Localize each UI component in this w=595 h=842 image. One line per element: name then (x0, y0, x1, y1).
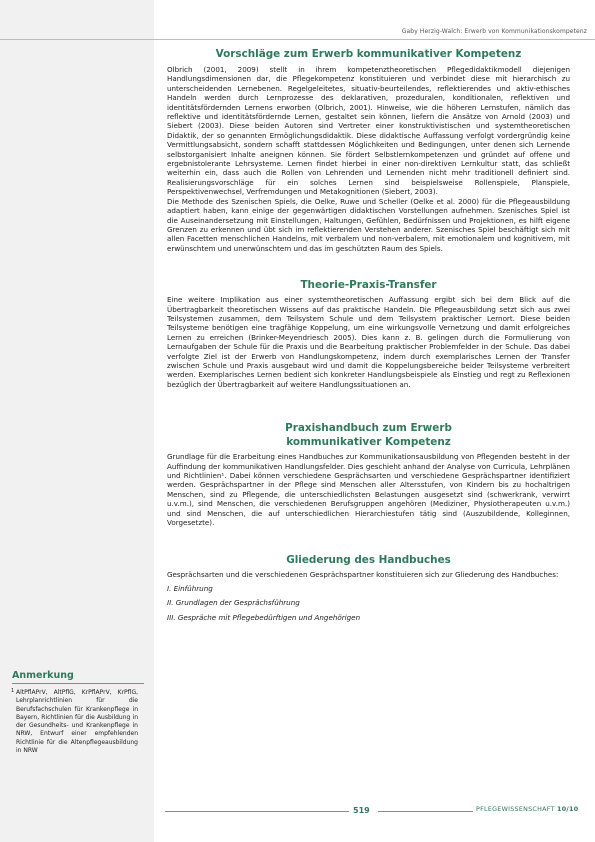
running-header: Gaby Herzig-Walch: Erwerb von Kommunikationskompetenz (401, 28, 587, 35)
list-item: I. Einführung (167, 583, 213, 593)
section-heading-gliederung: Gliederung des Handbuches (286, 554, 451, 567)
footer-rule-left (165, 811, 349, 812)
section-heading-vorschlaege: Vorschläge zum Erwerb kommunikativer Kompetenz (215, 48, 522, 60)
annotation-rule (12, 683, 144, 684)
paragraph: Olbrich (2001, 2009) stellt in ihrem kompetenztheoretischen Pflegedidaktikmodell diejenigen Handlungsdimensionen dar, die Pflegekompetenz konstituieren und verbindet diese mit hierarchisch zu unterscheidenden Lernebenen. Regelgeleitetes, situativ-beurteilendes, reflektierendes und aktiv-ethisches Handeln werden durch Lernprozesse des deklarativen, prozeduralen, konditionalen, reflektiven und identitätsfördernden Lernens erworben (Olbrich, 2001). Hinweise, wie die höheren Lernstufen, nämlich das reflektive und identitätsfördernde Lernen, gestaltet sein können, liefern die Ansätze von Arnold (2003) und Siebert (2003). Diese beiden Autoren sind Vertreter einer konstruktivistischen und systemtheoretischen Didaktik, der so genannten Ermöglichungsdidaktik. Diese didaktische Auffassung verfolgt vordergründig keine Vermittlungsabsicht, sondern schafft stattdessen Möglichkeiten und Bedingungen, unter denen sich Lernende selbstorganisiert Inhalte aneignen können. Sie fördert Selbstlernkompetenzen und gründet auf offene und ergebnistolerante Lehrsysteme. Lernen findet hierbei in einer non-direktiven Lernkultur statt, das schließt weiterhin ein, dass auch die Rollen von Lehrenden und Lernenden nicht mehr traditionell definiert sind. Realisierungsvorschläge für ein solches Lernen sind beispielsweise Rollenspiele, Planspiele, Perspektivenwechsel, Verfremdungen und Metakognitionen (Siebert, 2003). (167, 65, 570, 197)
journal-footer (476, 806, 578, 813)
section-heading-praxishandbuch-line2: kommunikativer Kompetenz (286, 436, 451, 449)
footer-rule-right (378, 811, 473, 812)
paragraph: Die Methode des Szenischen Spiels, die Oelke, Ruwe und Scheller (Oelke et al. 2000) für die Pflegeausbildung adaptiert haben, kann einige der gegenwärtigen didaktischen Vorstellungen aufnehmen. Szenisches Spiel ist die Auseinandersetzung mit Einstellungen, Haltungen, Gefühlen, Bedürfnissen und Projektionen, es hilft eigene Grenzen zu erkennen und übt sich im reflektierenden Verstehen anderer. Szenisches Spiel beschäftigt sich mit allen Facetten menschlichen Handelns, mit verbalem und non-verbalem, mit emotionalem und kognitivem, mit erwünschtem und unerwünschtem und das im geschützten Raum des Spiels. (167, 196, 570, 253)
section-heading-theorie-praxis: Theorie-Praxis-Transfer (300, 279, 437, 292)
section-heading-praxishandbuch-line1: Praxishandbuch zum Erwerb (285, 422, 452, 435)
annotation-text: AltPflAPrV, AltPflG, KrPflAPrV, KrPflG, Lehrplanrichtlinien für die Berufsfachschulen für Krankenpflege in Bayern, Richtlinien für die Ausbildung in der Gesundheits- und Krankenpflege in NRW, Entwurf einer empfehlenden Richtlinie für die Altenpflegeausbildung in NRW (16, 689, 138, 755)
paragraph: Grundlage für die Erarbeitung eines Handbuches zur Kommunikationsausbildung von Pflegenden besteht in der Auffindung der kommunikativen Handlungsfelder. Dies geschieht anhand der Analyse von Curricula, Lehrplänen und Richtlinien¹. Dabei können verschiedene Gesprächsarten und verschiedene Gesprächspartner identifiziert werden. Gesprächspartner in der Pflege sind Menschen aller Altersstufen, von Kindern bis zu hochaltrigen Menschen, sind zu Pflegende, die unterschiedlichsten Belastungen ausgesetzt sind (schwerkrank, verwirrt u.v.m.), sind Menschen, die verschiedenen Berufsgruppen angehören (Mediziner, Physiotherapeuten u.v.m.) und sind Menschen, die auf unterschiedlichen Hierarchiestufen tätig sind (Auszubildende, Kolleginnen, Vorgesetzte). (167, 452, 570, 528)
page-number: 519 (353, 806, 370, 815)
main-column (167, 47, 570, 622)
journal-name: PFLEGEWISSENSCHAFT (476, 806, 555, 813)
list-item: II. Grundlagen der Gesprächsführung (167, 598, 300, 608)
list-item: III. Gespräche mit Pflegebedürftigen und Angehörigen (167, 612, 361, 622)
journal-issue: 10/10 (557, 806, 579, 813)
paragraph: Gesprächsarten und die verschiedenen Gesprächspartner konstituieren sich zur Gliederung des Handbuches: (167, 570, 559, 580)
paragraph: Eine weitere Implikation aus einer systemtheoretischen Auffassung ergibt sich bei dem Blick auf die Übertragbarkeit theoretischen Wissens auf das praktische Handeln. Die Pflegeausbildung setzt sich aus zwei Teilsystemen zusammen, dem Teilsystem Schule und dem Teilsystem praktischer Lernort. Diese beiden Teilsysteme benötigen eine tragfähige Koppelung, um eine wirkungsvolle Vernetzung und damit erfolgreiches Lernen zu erreichen (Brinker-Meyendriesch 2005). Dies kann z. B. gelingen durch die Formulierung von Lernaufgaben der Schule für die Praxis und die Bearbeitung praktischer Problemfelder in der Schule. Das dabei verfolgte Ziel ist der Erwerb von Handlungskompetenz, indem durch exemplarisches Lernen der Transfer zwischen Schule und Praxis ausgebaut wird und damit die Koppelungsbereiche beider Teilsysteme verbreitert werden. Exemplarisches Lernen bedient sich konkreter Handlungsbeispiele als Einstieg und regt zu Reflexionen bezüglich der Übertragbarkeit auf weitere Handlungssituationen an. (167, 295, 570, 389)
header-rule (0, 39, 595, 40)
annotation-title: Anmerkung (12, 670, 74, 681)
annotation-marker: 1 (11, 688, 15, 694)
